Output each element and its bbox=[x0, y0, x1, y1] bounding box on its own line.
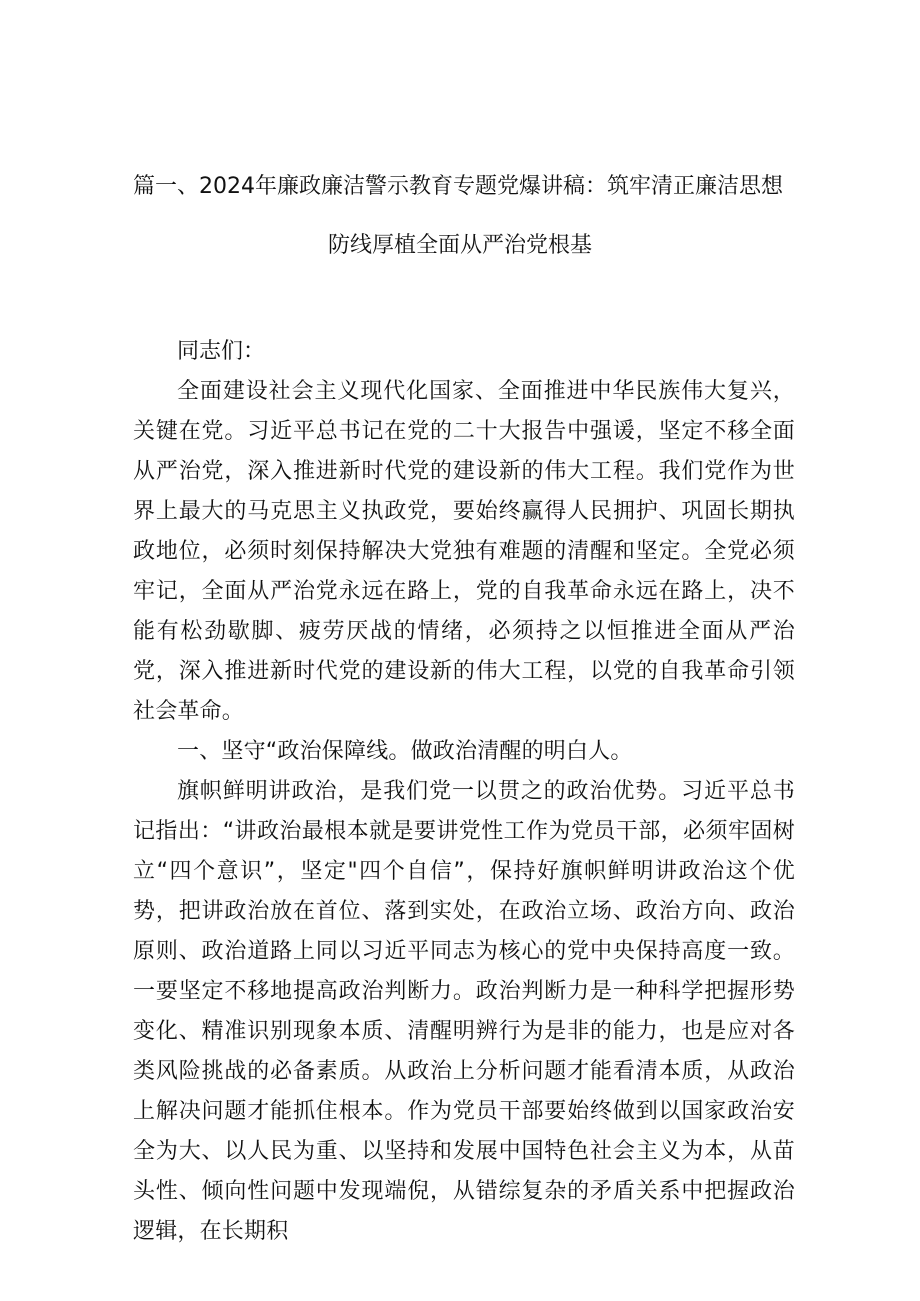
greeting: 同志们： bbox=[177, 339, 266, 364]
paragraph-political: 旗帜鲜明讲政治，是我们党一以贯之的政治优势。习近平总书记指出：“讲政治最根本就是要讲党性工作为党员干部，必须牢固树立“四个意识”，坚定"四个自信”，保持好旗帜鲜明讲政治这个优势，把讲政治放在首位、落到实处，在政治立场、政治方向、政治原则、政治道路上同以习近平同志为核心的党中央保持高度一致。一要坚定不移地提高政治判断力。政治判断力是一种科学把握形势变化、精准识别现象本质、清醒明辨行为是非的能力，也是应对各类风险挑战的必备素质。从政治上分析问题才能看清本质，从政治上解决问题才能抓住根本。作为党员干部要始终做到以国家政治安全为大、以人民为重、以坚持和发展中国特色社会主义为本，从苗头性、倾向性问题中发现端倪，从错综复杂的矛盾关系中把握政治逻辑，在长期积 bbox=[133, 779, 795, 1244]
document-body bbox=[133, 332, 795, 1252]
section-heading-1: 一、坚守“政治保障线。做政治清醒的明白人。 bbox=[177, 739, 633, 764]
document-title-line-1: 篇一、2024年廉政廉洁警示教育专题党爆讲稿：筑牢清正廉洁思想 bbox=[133, 174, 783, 199]
paragraph-intro: 全面建设社会主义现代化国家、全面推进中华民族伟大复兴，关键在党。习近平总书记在党的二十大报告中强谖，坚定不移全面从严治党，深入推进新时代党的建设新的伟大工程。我们党作为世界上最大的马克思主义执政党，要始终赢得人民拥护、巩固长期执政地位，必须时刻保持解决大党独有难题的清醒和坚定。全党必须牢记，全面从严治党永远在路上，党的自我革命永远在路上，决不能有松劲歇脚、疲劳厌战的情绪，必须持之以恒推进全面从严治党，深入推进新时代党的建设新的伟大工程，以党的自我革命引领社会革命。 bbox=[133, 379, 795, 724]
document-title-line-2: 防线厚植全面从严治党根基 bbox=[327, 233, 592, 258]
